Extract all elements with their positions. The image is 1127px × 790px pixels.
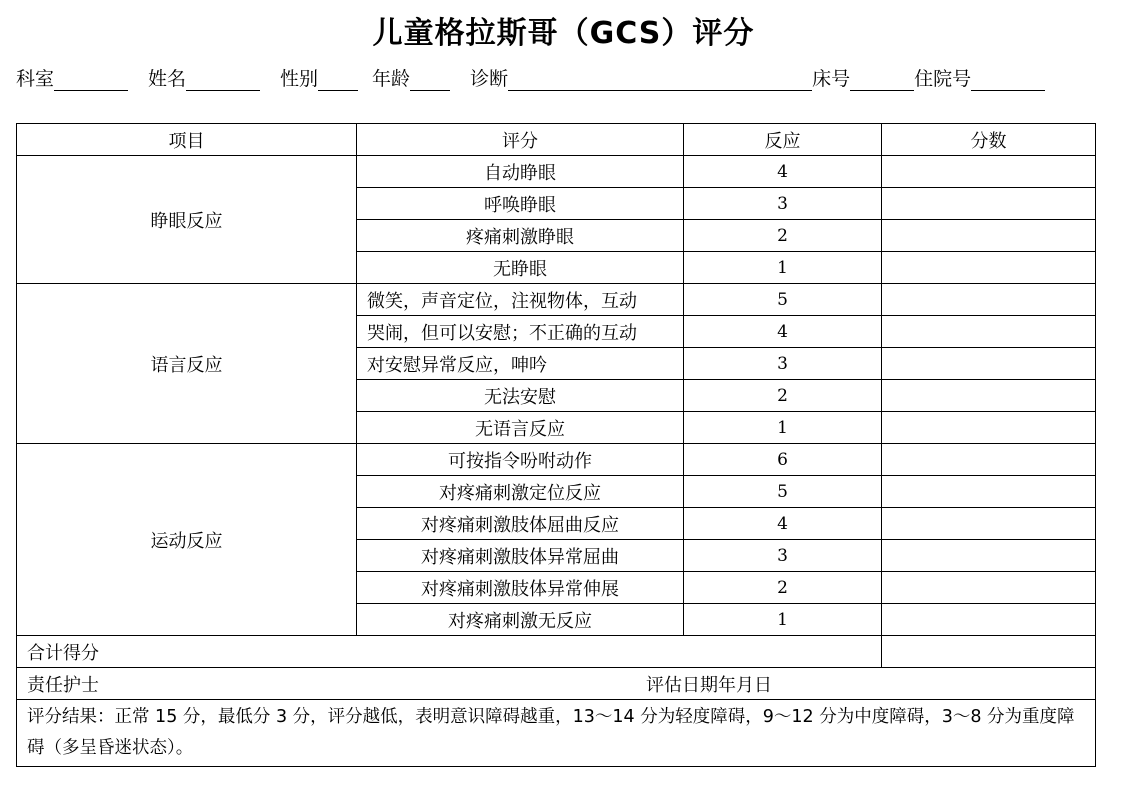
table-row <box>17 284 1096 316</box>
gender-label: 性别 <box>280 68 319 90</box>
department-label: 科室 <box>16 68 55 90</box>
response-value: 1 <box>684 412 882 444</box>
result-row <box>17 700 1096 767</box>
criterion-cell: 对疼痛刺激肢体异常屈曲 <box>357 540 684 572</box>
assessment-date-label: 评估日期年月日 <box>646 674 772 696</box>
header-score: 分数 <box>882 124 1096 156</box>
criterion-cell: 对疼痛刺激肢体屈曲反应 <box>357 508 684 540</box>
response-value: 2 <box>684 572 882 604</box>
header-criterion: 评分 <box>357 124 684 156</box>
criterion-cell: 呼唤睁眼 <box>357 188 684 220</box>
total-label: 合计得分 <box>17 636 882 668</box>
table-row <box>17 444 1096 476</box>
score-input-cell[interactable] <box>882 604 1096 636</box>
diagnosis-blank[interactable] <box>508 70 812 91</box>
bed-label: 床号 <box>812 68 851 90</box>
result-text: 评分结果：正常 15 分，最低分 3 分，评分越低，表明意识障碍越重，13～14 分为轻度障碍，9～12 分为中度障碍，3～8 分为重度障碍（多呈昏迷状态）。 <box>17 700 1096 767</box>
group-eye-opening: 睁眼反应 <box>17 156 357 284</box>
criterion-cell: 无法安慰 <box>357 380 684 412</box>
response-value: 4 <box>684 508 882 540</box>
field-diagnosis <box>470 64 812 91</box>
admission-number-label: 住院号 <box>914 68 972 90</box>
signature-cell <box>17 668 1096 700</box>
score-input-cell[interactable] <box>882 540 1096 572</box>
header-item: 项目 <box>17 124 357 156</box>
score-input-cell[interactable] <box>882 252 1096 284</box>
gcs-score-table <box>16 123 1096 767</box>
signature-row <box>17 668 1096 700</box>
age-blank[interactable] <box>410 70 450 91</box>
score-input-cell[interactable] <box>882 380 1096 412</box>
score-input-cell[interactable] <box>882 220 1096 252</box>
criterion-cell: 对疼痛刺激肢体异常伸展 <box>357 572 684 604</box>
score-input-cell[interactable] <box>882 508 1096 540</box>
response-value: 4 <box>684 156 882 188</box>
response-value: 1 <box>684 604 882 636</box>
criterion-cell: 微笑，声音定位，注视物体，互动 <box>357 284 684 316</box>
patient-info-line <box>16 64 1096 90</box>
total-score-cell[interactable] <box>882 636 1096 668</box>
criterion-cell: 对安慰异常反应，呻吟 <box>357 348 684 380</box>
score-input-cell[interactable] <box>882 572 1096 604</box>
response-value: 4 <box>684 316 882 348</box>
table-row <box>17 156 1096 188</box>
field-name <box>148 64 280 91</box>
table-header-row <box>17 124 1096 156</box>
response-value: 3 <box>684 348 882 380</box>
criterion-cell: 哭闹，但可以安慰；不正确的互动 <box>357 316 684 348</box>
nurse-label: 责任护士 <box>27 674 99 696</box>
gender-blank[interactable] <box>318 70 358 91</box>
score-input-cell[interactable] <box>882 444 1096 476</box>
header-response: 反应 <box>684 124 882 156</box>
bed-blank[interactable] <box>850 70 914 91</box>
response-value: 2 <box>684 380 882 412</box>
criterion-cell: 无睁眼 <box>357 252 684 284</box>
field-admission-number <box>914 64 1045 91</box>
response-value: 5 <box>684 476 882 508</box>
criterion-cell: 可按指令吩咐动作 <box>357 444 684 476</box>
name-label: 姓名 <box>148 68 187 90</box>
admission-number-blank[interactable] <box>971 70 1045 91</box>
page-title: 儿童格拉斯哥（GCS）评分 <box>372 16 755 51</box>
response-value: 3 <box>684 188 882 220</box>
age-label: 年龄 <box>372 68 411 90</box>
diagnosis-label: 诊断 <box>470 68 509 90</box>
field-bed <box>812 64 914 91</box>
score-input-cell[interactable] <box>882 156 1096 188</box>
group-verbal: 语言反应 <box>17 284 357 444</box>
name-blank[interactable] <box>186 70 260 91</box>
department-blank[interactable] <box>54 70 128 91</box>
score-input-cell[interactable] <box>882 284 1096 316</box>
criterion-cell: 对疼痛刺激定位反应 <box>357 476 684 508</box>
criterion-cell: 对疼痛刺激无反应 <box>357 604 684 636</box>
score-input-cell[interactable] <box>882 316 1096 348</box>
response-value: 5 <box>684 284 882 316</box>
field-department <box>16 64 148 91</box>
total-row <box>17 636 1096 668</box>
score-input-cell[interactable] <box>882 348 1096 380</box>
score-input-cell[interactable] <box>882 412 1096 444</box>
criterion-cell: 无语言反应 <box>357 412 684 444</box>
response-value: 3 <box>684 540 882 572</box>
response-value: 2 <box>684 220 882 252</box>
criterion-cell: 自动睁眼 <box>357 156 684 188</box>
group-motor: 运动反应 <box>17 444 357 636</box>
score-input-cell[interactable] <box>882 476 1096 508</box>
field-age <box>372 64 470 91</box>
field-gender <box>280 64 372 91</box>
response-value: 1 <box>684 252 882 284</box>
score-input-cell[interactable] <box>882 188 1096 220</box>
response-value: 6 <box>684 444 882 476</box>
criterion-cell: 疼痛刺激睁眼 <box>357 220 684 252</box>
